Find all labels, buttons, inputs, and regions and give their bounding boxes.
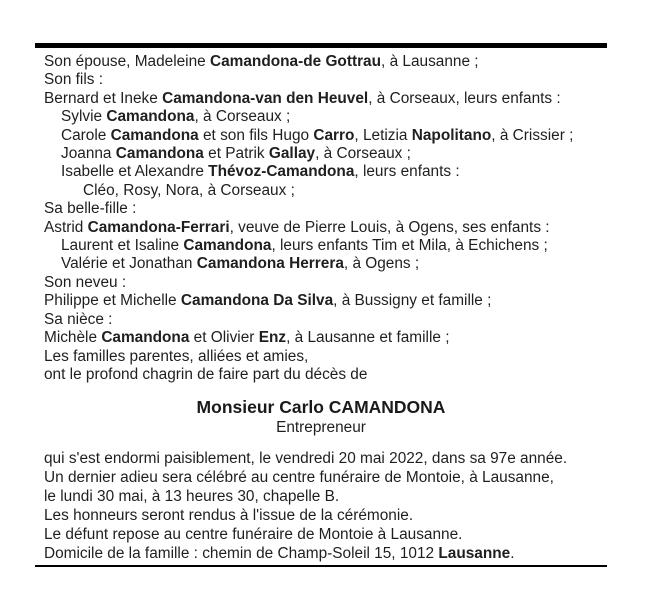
notice-line: [44, 219, 607, 237]
text-segment: , à Lausanne ;: [381, 53, 479, 70]
text-segment: , à Corseaux, leurs enfants :: [368, 89, 561, 107]
notice-line: [44, 71, 607, 89]
text-segment: Cléo, Rosy, Nora, à Corseaux ;: [83, 181, 295, 199]
surname-bold: Camandona: [101, 329, 190, 347]
text-segment: Sa belle-fille :: [44, 200, 137, 218]
surname-bold: Camandona-Ferrari: [87, 218, 230, 236]
text-segment: ont le profond chagrin de faire part du décès de: [44, 365, 368, 383]
family-list: [35, 53, 607, 384]
text-segment: Joanna: [61, 145, 116, 163]
funeral-details: [35, 449, 607, 563]
surname-bold: Gallay: [268, 145, 316, 163]
notice-line: [44, 468, 607, 487]
bottom-rule: [35, 565, 607, 567]
notice-line: [44, 145, 607, 163]
text-segment: Laurent et Isaline: [61, 237, 184, 255]
notice-line: [44, 255, 607, 273]
notice-line: [44, 311, 607, 329]
text-segment: , à Lausanne et famille ;: [286, 329, 450, 347]
text-segment: Bernard et Ineke: [44, 89, 163, 107]
notice-line: [44, 53, 607, 71]
text-segment: et son fils Hugo: [198, 126, 314, 144]
notice-line: [44, 348, 607, 366]
notice-line: [44, 544, 607, 563]
text-segment: , à Bussigny et famille ;: [333, 292, 492, 310]
text-segment: qui s'est endormi paisiblement, le vendredi 20 mai 2022, dans sa 97e année.: [44, 450, 568, 468]
surname-bold: Enz: [258, 329, 287, 347]
text-segment: Les familles parentes, alliées et amies,: [44, 347, 309, 365]
text-segment: Astrid: [44, 218, 88, 236]
notice-line: [44, 506, 607, 525]
text-segment: , à Crissier ;: [491, 126, 574, 144]
notice-line: [44, 329, 607, 347]
notice-line: [44, 274, 607, 292]
surname-bold: Camandona: [106, 108, 195, 126]
text-segment: et Patrik: [203, 145, 269, 163]
text-segment: Michèle: [44, 329, 102, 347]
text-segment: Sylvie: [61, 108, 107, 126]
notice-line: [44, 237, 607, 255]
deceased-name: Monsieur Carlo CAMANDONA: [196, 397, 446, 418]
notice-line: [44, 366, 607, 384]
text-segment: .: [510, 545, 515, 563]
text-segment: Domicile de la famille : chemin de Champ-Soleil 15, 1012: [44, 545, 439, 563]
text-segment: Son neveu :: [44, 273, 127, 291]
surname-bold: Camandona Da Silva: [180, 292, 334, 310]
text-segment: le lundi 30 mai, à 13 heures 30, chapelle B.: [44, 488, 340, 506]
text-segment: Sa nièce :: [44, 310, 113, 328]
text-segment: , leurs enfants Tim et Mila, à Echichens ;: [271, 237, 548, 255]
text-segment: Valérie et Jonathan: [61, 255, 197, 273]
notice-line: [44, 182, 607, 200]
death-notice: [35, 43, 607, 567]
surname-bold: Thévoz-Camandona: [208, 163, 355, 181]
notice-line: [44, 525, 607, 544]
text-segment: , à Corseaux ;: [315, 145, 411, 163]
notice-line: [44, 127, 607, 145]
text-segment: Son fils :: [44, 71, 104, 89]
text-segment: Carole: [61, 126, 111, 144]
notice-line: [44, 108, 607, 126]
deceased-profession: Entrepreneur: [276, 419, 366, 437]
notice-line: [44, 90, 607, 108]
text-segment: , veuve de Pierre Louis, à Ogens, ses enfants :: [229, 218, 550, 236]
surname-bold: Camandona: [110, 126, 199, 144]
text-segment: Son épouse, Madeleine: [44, 53, 210, 70]
surname-bold: Camandona: [183, 237, 272, 255]
surname-bold: Camandona: [115, 145, 204, 163]
top-rule: [35, 43, 607, 48]
surname-bold: Camandona Herrera: [196, 255, 344, 273]
notice-line: [44, 200, 607, 218]
text-segment: , leurs enfants :: [354, 163, 460, 181]
surname-bold: Lausanne: [438, 545, 511, 563]
text-segment: Philippe et Michelle: [44, 292, 181, 310]
surname-bold: Camandona-de Gottrau: [210, 53, 382, 70]
notice-line: [44, 487, 607, 506]
text-segment: Les honneurs seront rendus à l'issue de la cérémonie.: [44, 507, 414, 525]
notice-line: [44, 449, 607, 468]
notice-line: [44, 163, 607, 181]
text-segment: , Letizia: [354, 126, 412, 144]
text-segment: Un dernier adieu sera célébré au centre funéraire de Montoie, à Lausanne,: [44, 469, 554, 487]
text-segment: Le défunt repose au centre funéraire de Montoie à Lausanne.: [44, 526, 463, 544]
surname-bold: Napolitano: [411, 126, 492, 144]
text-segment: Isabelle et Alexandre: [61, 163, 209, 181]
notice-line: [44, 292, 607, 310]
text-segment: , à Corseaux ;: [194, 108, 291, 126]
surname-bold: Carro: [313, 126, 355, 144]
surname-bold: Camandona-van den Heuvel: [162, 89, 369, 107]
text-segment: , à Ogens ;: [343, 255, 420, 273]
text-segment: et Olivier: [189, 329, 259, 347]
